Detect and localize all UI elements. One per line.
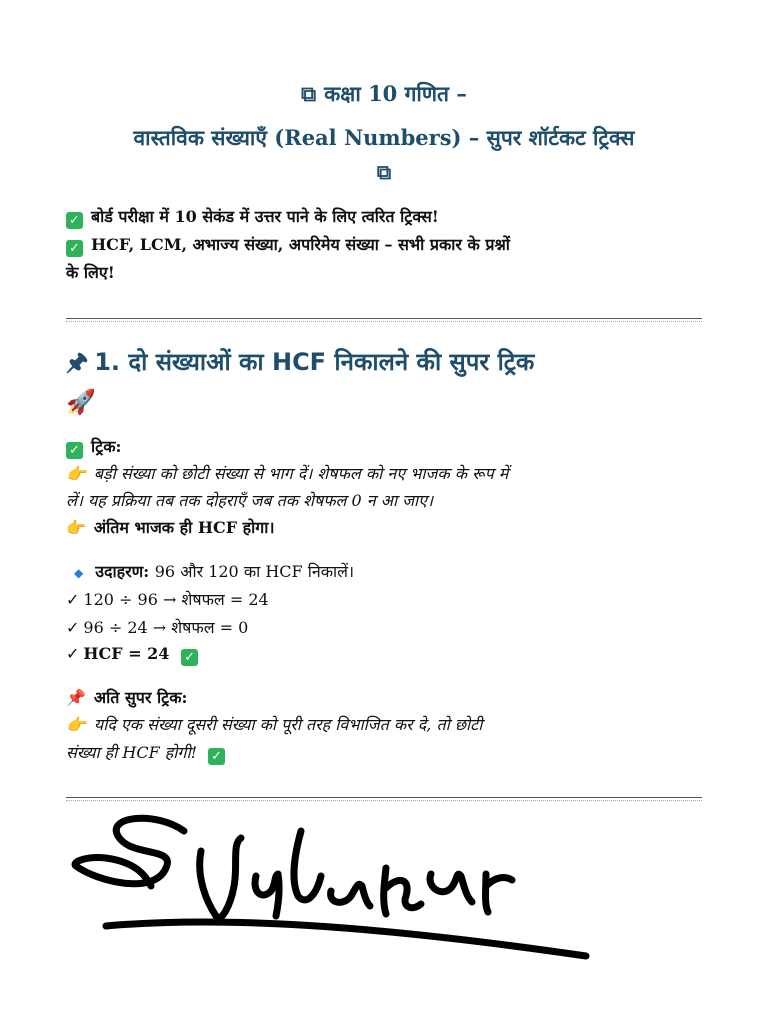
- section-heading-text: 1. दो संख्याओं का HCF निकालने की सुपर ट्रिक: [94, 348, 535, 376]
- trick-text-a: बड़ी संख्या को छोटी संख्या से भाग दें। शेषफल को नए भाजक के रूप में: [93, 464, 509, 483]
- intro-text-2a: HCF, LCM, अभाज्य संख्या, अपरिमेय संख्या – सभी प्रकार के प्रश्नों: [91, 235, 510, 254]
- pointing-hand-icon: 👉: [66, 464, 86, 483]
- trick-label-line: [66, 435, 121, 459]
- intro-line-1: [66, 205, 439, 229]
- divider: [66, 797, 702, 798]
- step-1-text: 120 ÷ 96 → शेषफल = 24: [83, 590, 269, 609]
- example-text: 96 और 120 का HCF निकालें।: [154, 562, 355, 581]
- step-3-text: HCF = 24: [83, 644, 170, 663]
- super-text-b: संख्या ही HCF होगी!: [66, 743, 198, 762]
- pushpin-icon: 📌: [66, 688, 86, 707]
- check-icon: ✓: [181, 649, 198, 666]
- pointing-hand-icon: 👉: [66, 518, 86, 537]
- pointing-hand-icon: 👉: [66, 715, 86, 734]
- check-icon: ✓: [66, 240, 83, 257]
- tick-icon: ✓: [66, 590, 80, 609]
- trick-label: ट्रिक:: [91, 437, 122, 456]
- check-icon: ✓: [66, 212, 83, 229]
- check-icon: ✓: [66, 442, 83, 459]
- signature: [66, 806, 626, 970]
- section-heading: [66, 342, 696, 422]
- step-2: [66, 616, 248, 638]
- trick-result-line: [66, 516, 275, 538]
- signature-image: [66, 806, 626, 966]
- step-1: [66, 588, 269, 610]
- super-text-line-a: [66, 713, 482, 735]
- trick-text-line-b: लें। यह प्रक्रिया तब तक दोहराएँ जब तक शेषफल 0 न आ जाए।: [66, 491, 434, 510]
- intro-text-1: बोर्ड परीक्षा में 10 सेकंड में उत्तर पाने के लिए त्वरित ट्रिक्स!: [91, 207, 439, 226]
- trick-result: अंतिम भाजक ही HCF होगा।: [93, 518, 275, 537]
- copy-icon: ⧉: [376, 160, 392, 184]
- step-2-text: 96 ÷ 24 → शेषफल = 0: [83, 618, 249, 637]
- divider: [66, 318, 702, 319]
- tick-icon: ✓: [66, 644, 80, 663]
- rocket-icon: 🚀: [66, 388, 96, 416]
- pin-icon: 🖈: [66, 348, 89, 376]
- tick-icon: ✓: [66, 618, 80, 637]
- example-label: उदाहरण:: [95, 562, 150, 581]
- super-text-a: यदि एक संख्या दूसरी संख्या को पूरी तरह विभाजित कर दे, तो छोटी: [93, 715, 483, 734]
- super-label: अति सुपर ट्रिक:: [93, 688, 188, 707]
- intro-line-3: के लिए!: [66, 263, 115, 282]
- intro-line-2: [66, 233, 510, 257]
- step-3: [66, 644, 206, 666]
- page-title-line2: वास्तविक संख्याएँ (Real Numbers) – सुपर शॉर्टकट ट्रिक्स: [133, 125, 635, 150]
- example-line: [66, 560, 354, 582]
- copy-icon: ⧉: [301, 82, 317, 106]
- super-text-line-b: [66, 741, 233, 765]
- check-icon: ✓: [208, 748, 225, 765]
- page-title-line1: [0, 80, 768, 108]
- trick-text-line-a: [66, 462, 508, 484]
- diamond-icon: ◆: [74, 566, 84, 580]
- super-label-line: [66, 686, 187, 708]
- title-text-1: कक्षा 10 गणित –: [324, 81, 467, 106]
